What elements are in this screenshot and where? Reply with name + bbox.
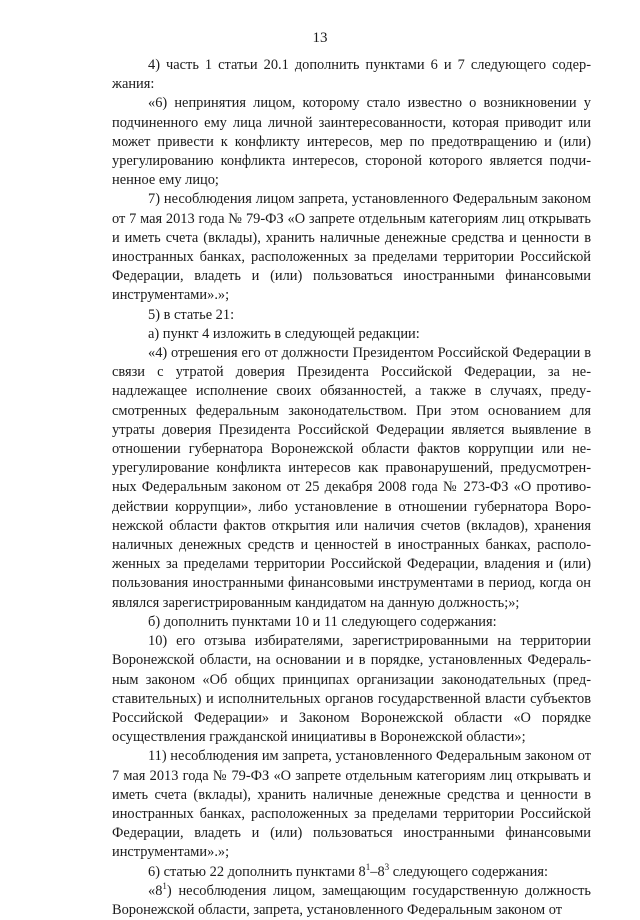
text-run: –8 xyxy=(370,863,385,880)
paragraph-item-6 xyxy=(112,863,591,882)
text-run: «8 xyxy=(148,882,163,899)
page-number: 13 xyxy=(312,30,328,46)
paragraph-clause-4: «4) отрешения его от должности Президентом Российской Федерации в связи с утратой доверия Президента Российской Федерации, за ненадлежащее исполнение своих обязанностей, а также в случаях, предусмотренных федеральным законодательством. При этом основанием для утраты доверия Президента Российской Федерации является выявление в отношении губернатора Воронежской области фактов коррупции или неурегулирование конфликта интересов как правонарушений, предусмотренных Федеральным законом от 25 декабря 2008 года № 273-ФЗ «О противодействии коррупции», либо установление в отношении губернатора Воронежской области фактов открытия или наличия счетов (вкладов), хранения наличных денежных средств и ценностей в иностранных банках, расположенных за пределами территории Российской Федерации, владения и (или) пользования иностранными финансовыми инструментами в период, когда он являлся зарегистрированным кандидатом на данную должность;»; xyxy=(112,345,591,611)
paragraph-clause-10: 10) его отзыва избирателями, зарегистрированными на территории Воронежской области, на основании и в порядке, установленных Федеральным законом «Об общих принципах организации законодательных (представительных) и исполнительных органов государственной власти субъектов Российской Федерации» и Законом Воронежской области «О порядке осуществления гражданской инициативы в Воронежской области»; xyxy=(112,633,591,746)
text-run: 6) статью 22 дополнить пунктами 8 xyxy=(148,863,366,880)
paragraph-subitem-6: «6) непринятия лицом, которому стало известно о возникновении у подчиненного ему лица личной заинтересованности, которая приводит или может привести к конфликту интересов, мер по предотвращению и (или) урегулированию конфликта интересов, стороной которого является подчиненное ему лицо; xyxy=(112,95,591,189)
paragraph-item-5b: б) дополнить пунктами 10 и 11 следующего содержания: xyxy=(148,613,497,630)
document-body xyxy=(112,56,591,920)
superscript: 3 xyxy=(384,861,390,872)
superscript: 1 xyxy=(162,880,167,891)
text-run: ) несоблюдения лицом, замещающим государственную должность Воронежской области, запрета, установленного Федеральным законом от xyxy=(112,882,591,918)
paragraph-clause-11: 11) несоблюдения им запрета, установленного Федеральным законом от 7 мая 2013 года № 79-ФЗ «О запрете отдельным категориям лиц открывать и иметь счета (вклады), хранить наличные денежные средства и ценности в иностранных банках, расположенных за пределами территории Российской Федерации, владеть и (или) пользоваться иностранными финансовыми инструментами».»; xyxy=(112,748,591,861)
paragraph-subitem-7: 7) несоблюдения лицом запрета, установленного Федеральным законом от 7 мая 2013 года № 79-ФЗ «О запрете отдельным категориям лиц открывать и иметь счета (вклады), хранить наличные денежные средства и ценности в иностранных банках, расположенных за пределами территории Российской Федерации, владеть и (или) пользоваться иностранными финансовыми инструментами».»; xyxy=(112,191,591,304)
paragraph-clause-8-1 xyxy=(112,882,591,920)
paragraph-item-4: 4) часть 1 статьи 20.1 дополнить пунктами 6 и 7 следующего содержания: xyxy=(112,57,591,93)
paragraph-item-5: 5) в статье 21: xyxy=(148,306,235,323)
text-run: следующего содержания: xyxy=(389,863,548,880)
superscript: 1 xyxy=(365,861,371,872)
paragraph-item-5a: а) пункт 4 изложить в следующей редакции: xyxy=(148,325,420,342)
